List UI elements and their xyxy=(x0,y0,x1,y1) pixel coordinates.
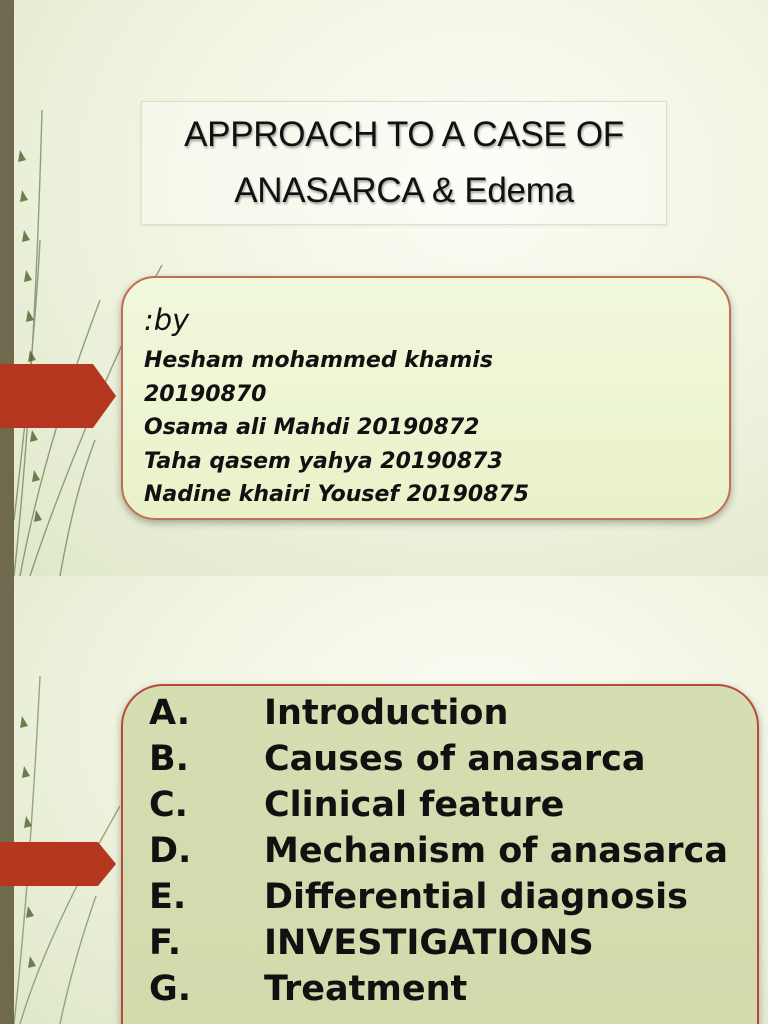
contents-box xyxy=(121,684,759,1024)
red-arrow-marker xyxy=(0,842,116,886)
toc-letter: B. xyxy=(149,739,189,779)
toc-letter: E. xyxy=(149,877,187,917)
author-line: 20190870 xyxy=(144,381,267,407)
toc-item xyxy=(149,782,757,828)
author-line: Osama ali Mahdi 20190872 xyxy=(144,415,480,440)
toc-text: Treatment xyxy=(264,969,468,1009)
contents-slide xyxy=(0,576,768,1024)
toc-item xyxy=(149,736,757,782)
red-arrow-marker xyxy=(0,364,116,428)
toc-letter: G. xyxy=(149,969,192,1009)
toc-text: INVESTIGATIONS xyxy=(264,923,594,963)
toc-text: Differential diagnosis xyxy=(264,877,688,917)
author-line: Nadine khairi Yousef 20190875 xyxy=(144,482,530,507)
author-line: Hesham mohammed khamis xyxy=(144,348,493,373)
toc-text: Introduction xyxy=(264,693,509,733)
title-line-1: APPROACH TO A CASE OF xyxy=(184,115,624,154)
by-label: :by xyxy=(144,303,190,337)
toc-letter: D. xyxy=(149,831,192,871)
author-line: Taha qasem yahya 20190873 xyxy=(144,448,503,474)
side-bar xyxy=(0,0,14,576)
authors-box xyxy=(121,276,731,520)
toc-item xyxy=(149,920,757,966)
toc-item xyxy=(149,874,757,920)
toc-item xyxy=(149,690,757,736)
toc-letter: A. xyxy=(149,693,191,733)
toc-text: Clinical feature xyxy=(264,785,565,825)
toc-text: Mechanism of anasarca xyxy=(264,831,728,871)
toc-letter: F. xyxy=(149,923,182,963)
toc-item xyxy=(149,828,757,874)
toc-letter: C. xyxy=(149,785,188,825)
title-box xyxy=(141,101,667,225)
toc-item xyxy=(149,966,757,1012)
title-line-2: ANASARCA & Edema xyxy=(234,171,574,210)
side-bar xyxy=(0,576,14,1024)
toc-text: Causes of anasarca xyxy=(264,739,646,779)
